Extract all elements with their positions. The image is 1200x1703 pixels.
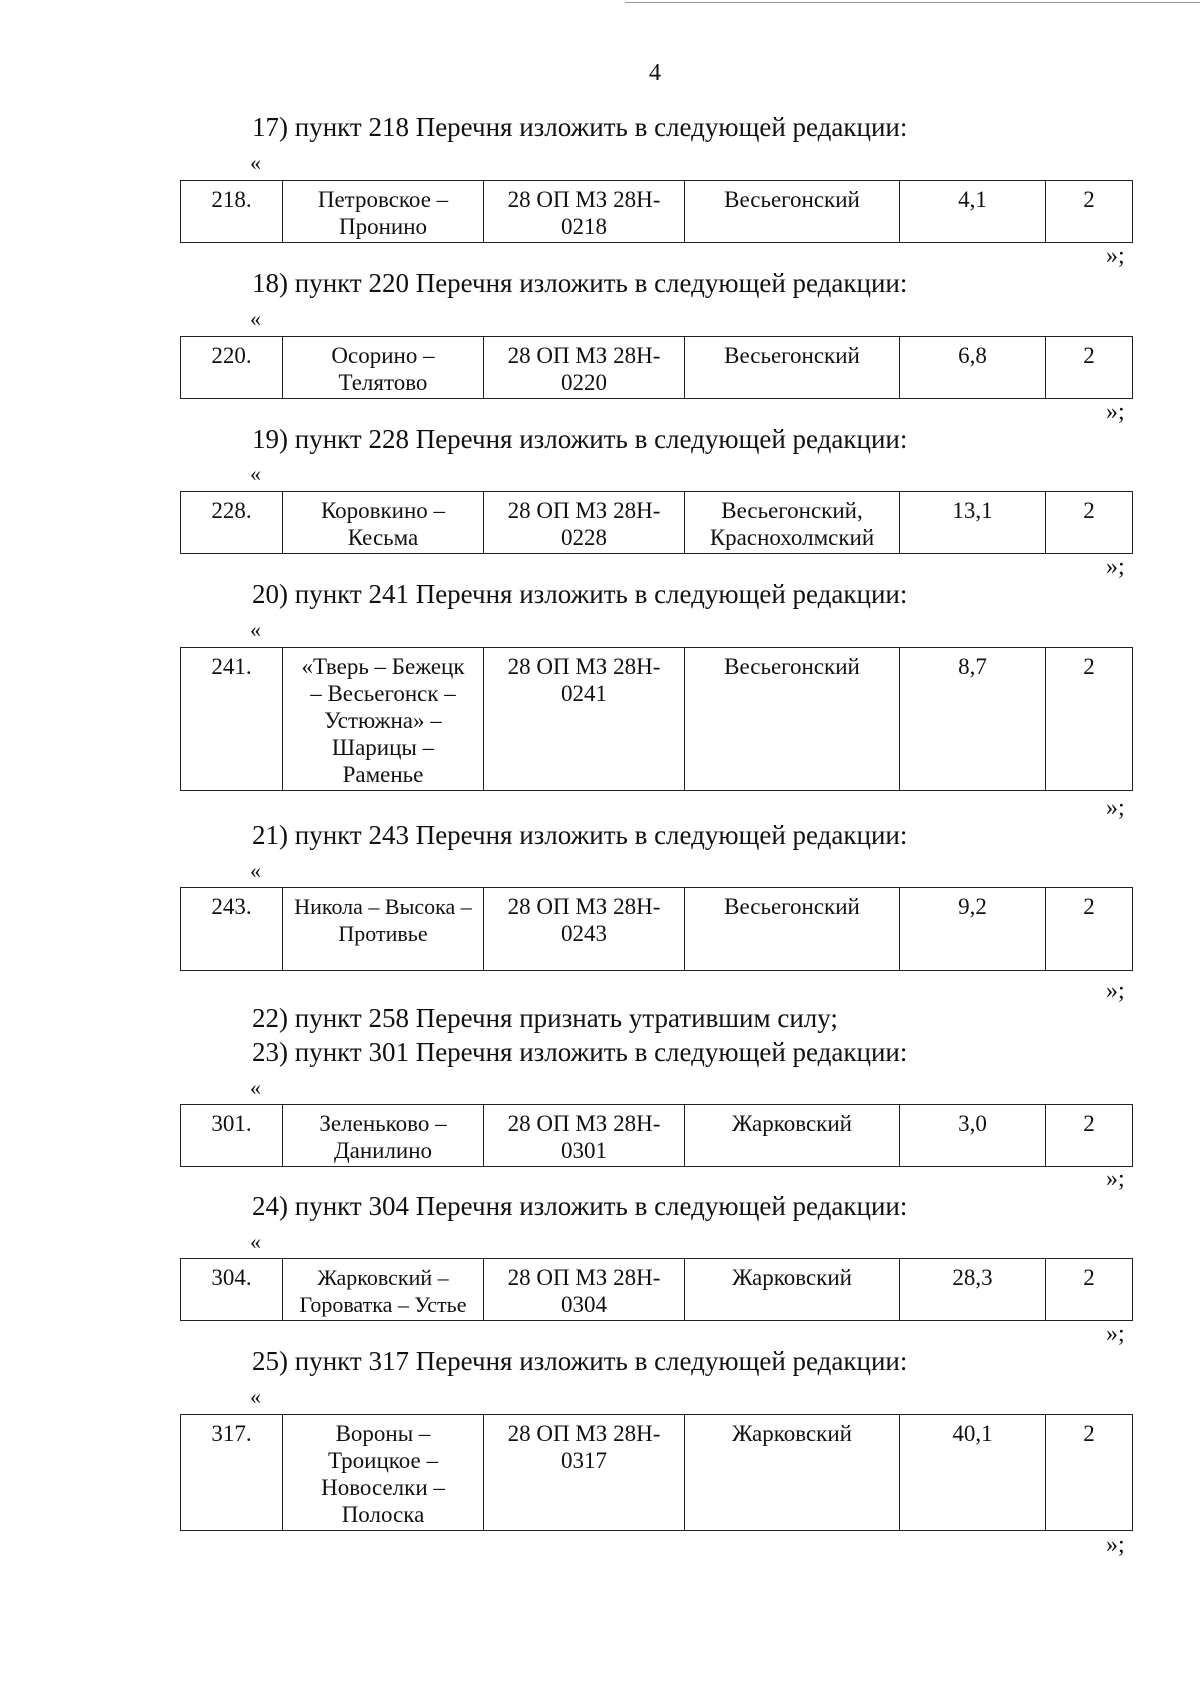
- road-category: 2: [1046, 648, 1133, 791]
- road-table: [180, 180, 1133, 243]
- opening-quote: «: [250, 1075, 261, 1100]
- district: Весьегонский: [685, 337, 900, 399]
- road-code: 28 ОП МЗ 28Н- 0220: [484, 337, 685, 399]
- row-number: 241.: [181, 648, 283, 791]
- road-code: 28 ОП МЗ 28Н- 0243: [484, 888, 685, 971]
- row-number: 243.: [181, 888, 283, 971]
- road-code: 28 ОП МЗ 28Н- 0304: [484, 1259, 685, 1321]
- row-number: 304.: [181, 1259, 283, 1321]
- opening-quote: «: [250, 858, 261, 883]
- road-name: «Тверь – Бежецк – Весьегонск – Устюжна» – Шарицы – Раменье: [283, 648, 484, 791]
- road-name: Вороны – Троицкое – Новоселки – Полоска: [283, 1415, 484, 1531]
- road-length: 40,1: [900, 1415, 1046, 1531]
- top-rule: [625, 2, 1200, 3]
- table-row: [181, 1259, 1133, 1321]
- row-number: 228.: [181, 492, 283, 554]
- district: Жарковский: [685, 1259, 900, 1321]
- opening-quote: «: [250, 150, 261, 175]
- district: Весьегонский: [685, 888, 900, 971]
- district: Весьегонский, Краснохолмский: [685, 492, 900, 554]
- closing-quote: »;: [1106, 1532, 1125, 1558]
- road-name: Никола – Высока – Противье: [283, 888, 484, 971]
- table-row: [181, 888, 1133, 971]
- road-length: 3,0: [900, 1105, 1046, 1167]
- opening-quote: «: [250, 617, 261, 642]
- closing-quote: »;: [1106, 1166, 1125, 1192]
- row-number: 301.: [181, 1105, 283, 1167]
- road-code: 28 ОП МЗ 28Н- 0317: [484, 1415, 685, 1531]
- table-row: [181, 648, 1133, 791]
- road-table: [180, 1258, 1133, 1321]
- road-name: Жарковский – Горoватка – Устье: [283, 1259, 484, 1321]
- road-table: [180, 336, 1133, 399]
- opening-quote: «: [250, 1229, 261, 1254]
- road-length: 8,7: [900, 648, 1046, 791]
- road-name: Коровкино – Кесьма: [283, 492, 484, 554]
- road-code: 28 ОП МЗ 28Н- 0228: [484, 492, 685, 554]
- road-category: 2: [1046, 181, 1133, 243]
- road-category: 2: [1046, 1259, 1133, 1321]
- table-row: [181, 181, 1133, 243]
- district: Весьегонский: [685, 648, 900, 791]
- table-row: [181, 1105, 1133, 1167]
- district: Жарковский: [685, 1105, 900, 1167]
- road-length: 4,1: [900, 181, 1046, 243]
- amendment-text: 25) пункт 317 Перечня изложить в следующей редакции:: [252, 1346, 908, 1376]
- road-table: [180, 887, 1133, 971]
- road-category: 2: [1046, 492, 1133, 554]
- amendment-text: 18) пункт 220 Перечня изложить в следующей редакции:: [252, 268, 908, 298]
- road-name: Осорино – Телятово: [283, 337, 484, 399]
- closing-quote: »;: [1106, 243, 1125, 269]
- row-number: 317.: [181, 1415, 283, 1531]
- page-number: 4: [649, 60, 661, 86]
- closing-quote: »;: [1106, 1321, 1125, 1347]
- district: Весьегонский: [685, 181, 900, 243]
- amendment-text: 22) пункт 258 Перечня признать утратившим силу;: [252, 1003, 838, 1033]
- road-name: Зеленьково – Данилино: [283, 1105, 484, 1167]
- road-category: 2: [1046, 1105, 1133, 1167]
- road-code: 28 ОП МЗ 28Н- 0241: [484, 648, 685, 791]
- road-length: 13,1: [900, 492, 1046, 554]
- road-length: 9,2: [900, 888, 1046, 971]
- road-length: 28,3: [900, 1259, 1046, 1321]
- amendment-text: 23) пункт 301 Перечня изложить в следующей редакции:: [252, 1037, 908, 1067]
- amendment-text: 17) пункт 218 Перечня изложить в следующей редакции:: [252, 112, 908, 142]
- road-category: 2: [1046, 1415, 1133, 1531]
- row-number: 220.: [181, 337, 283, 399]
- amendment-text: 20) пункт 241 Перечня изложить в следующей редакции:: [252, 579, 908, 609]
- closing-quote: »;: [1106, 554, 1125, 580]
- amendment-text: 21) пункт 243 Перечня изложить в следующей редакции:: [252, 820, 908, 850]
- opening-quote: «: [250, 461, 261, 486]
- road-length: 6,8: [900, 337, 1046, 399]
- amendment-text: 19) пункт 228 Перечня изложить в следующей редакции:: [252, 424, 908, 454]
- closing-quote: »;: [1106, 399, 1125, 425]
- road-code: 28 ОП МЗ 28Н- 0218: [484, 181, 685, 243]
- road-table: [180, 491, 1133, 554]
- table-row: [181, 492, 1133, 554]
- road-code: 28 ОП МЗ 28Н- 0301: [484, 1105, 685, 1167]
- row-number: 218.: [181, 181, 283, 243]
- road-category: 2: [1046, 888, 1133, 971]
- road-table: [180, 1414, 1133, 1531]
- table-row: [181, 1415, 1133, 1531]
- road-name: Петровское – Пронино: [283, 181, 484, 243]
- opening-quote: «: [250, 1384, 261, 1409]
- road-table: [180, 647, 1133, 791]
- table-row: [181, 337, 1133, 399]
- road-category: 2: [1046, 337, 1133, 399]
- amendment-text: 24) пункт 304 Перечня изложить в следующей редакции:: [252, 1191, 908, 1221]
- district: Жарковский: [685, 1415, 900, 1531]
- closing-quote: »;: [1106, 795, 1125, 821]
- opening-quote: «: [250, 306, 261, 331]
- road-table: [180, 1104, 1133, 1167]
- closing-quote: »;: [1106, 978, 1125, 1004]
